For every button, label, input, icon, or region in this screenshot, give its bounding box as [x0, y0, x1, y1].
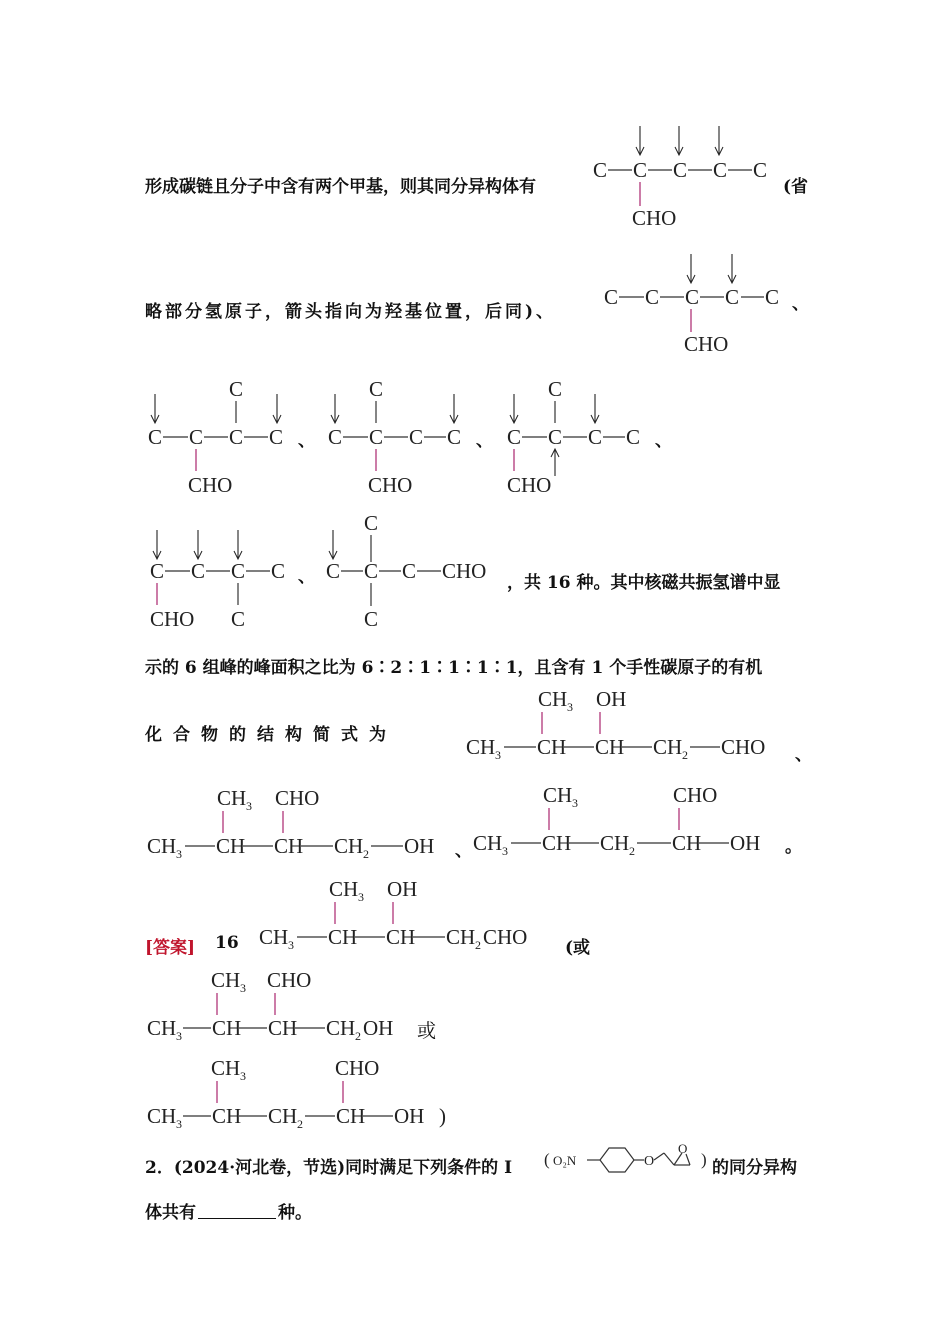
svg-text:CHO: CHO [275, 786, 320, 810]
svg-text:3: 3 [358, 890, 364, 904]
isomer-2-structure [604, 250, 794, 360]
paragraph-6-end: 。 [785, 837, 802, 857]
svg-text:3: 3 [176, 1029, 182, 1043]
isomer-3-structure [146, 378, 296, 498]
svg-text:2: 2 [629, 844, 635, 858]
svg-text:CHO: CHO [188, 473, 233, 497]
svg-text:OH: OH [363, 1016, 394, 1040]
svg-text:3: 3 [495, 748, 501, 762]
svg-text:CH: CH [147, 834, 177, 858]
svg-text:CH: CH [446, 925, 476, 949]
svg-text:OH: OH [394, 1104, 425, 1128]
paragraph-2-text: 略部分氢原子，箭头指向为羟基位置，后同)、 [145, 302, 557, 322]
svg-text:C: C [765, 285, 780, 309]
answer-structure-3 [473, 780, 783, 860]
svg-text:CHO: CHO [267, 968, 312, 992]
svg-text:C: C [604, 285, 619, 309]
svg-text:CH: CH [147, 1104, 177, 1128]
svg-text:O: O [678, 1141, 688, 1156]
answer-open: (或 [565, 938, 591, 958]
separator-3: 、 [655, 431, 672, 451]
svg-text:2: 2 [682, 748, 688, 762]
isomer-7-structure [325, 510, 525, 635]
svg-text:OH: OH [730, 831, 761, 855]
svg-text:O₂N: O₂N [553, 1153, 577, 1168]
question-2-line-1 [145, 1153, 512, 1178]
svg-text:OH: OH [596, 687, 627, 711]
svg-text:CH: CH [336, 1104, 366, 1128]
svg-text:CH: CH [543, 783, 573, 807]
svg-text:2: 2 [363, 847, 369, 861]
question-source: (2024·河北卷，节选) [173, 1158, 346, 1178]
svg-text:CH: CH [268, 1016, 298, 1040]
separator-4: 、 [298, 567, 315, 587]
hydroxyl-arrows [329, 530, 337, 559]
svg-text:C: C [191, 559, 206, 583]
paragraph-2-tail: 、 [792, 294, 809, 314]
atom-c: C [633, 158, 648, 182]
svg-text:CH: CH [328, 925, 358, 949]
svg-text:CH: CH [537, 735, 567, 759]
svg-text:C: C [229, 425, 244, 449]
svg-text:CH: CH [386, 925, 416, 949]
svg-text:OH: OH [404, 834, 435, 858]
hydroxyl-arrows [687, 254, 736, 283]
svg-text:CHO: CHO [150, 607, 195, 631]
svg-text:(: ( [544, 1150, 550, 1169]
svg-text:C: C [269, 425, 284, 449]
atom-c: C [673, 158, 688, 182]
svg-text:C: C [326, 559, 341, 583]
svg-text:CHO: CHO [684, 332, 729, 356]
answer-structure-alt-2 [147, 1053, 457, 1133]
svg-text:C: C [725, 285, 740, 309]
svg-text:C: C [148, 425, 163, 449]
svg-text:3: 3 [246, 799, 252, 813]
svg-text:C: C [447, 425, 462, 449]
svg-text:3: 3 [176, 847, 182, 861]
hydroxyl-arrows [331, 394, 458, 423]
svg-text:): ) [701, 1150, 707, 1169]
svg-text:C: C [271, 559, 286, 583]
paragraph-3-text: ，共 16 种。其中核磁共振氢谱中显 [507, 573, 781, 593]
svg-text:CH: CH [147, 1016, 177, 1040]
svg-text:CH: CH [466, 735, 496, 759]
svg-text:C: C [328, 425, 343, 449]
svg-text:CH: CH [212, 1016, 242, 1040]
svg-text:CH: CH [473, 831, 503, 855]
svg-text:C: C [231, 559, 246, 583]
compound-i-structure [544, 1140, 710, 1180]
svg-text:C: C [369, 377, 384, 401]
svg-text:CH: CH [595, 735, 625, 759]
svg-text:C: C [364, 511, 379, 535]
svg-text:CH: CH [538, 687, 568, 711]
svg-text:2: 2 [297, 1117, 303, 1131]
question-text-2b: 种。 [278, 1203, 312, 1223]
svg-text:O: O [644, 1154, 655, 1169]
svg-text:3: 3 [176, 1117, 182, 1131]
svg-text:3: 3 [288, 938, 294, 952]
paragraph-6-sep: 、 [455, 841, 472, 861]
hydroxyl-arrows [636, 126, 723, 155]
answer-or: 或 [417, 1020, 437, 1042]
svg-text:3: 3 [240, 981, 246, 995]
svg-text:CH: CH [211, 1056, 241, 1080]
paragraph-4-text: 示的 6 组峰的峰面积之比为 6∶2∶1∶1∶1∶1，且含有 1 个手性碳原子的有机 [145, 658, 763, 678]
svg-text:CH: CH [653, 735, 683, 759]
svg-text:C: C [150, 559, 165, 583]
svg-text:CH: CH [672, 831, 702, 855]
svg-text:CHO: CHO [368, 473, 413, 497]
svg-text:C: C [588, 425, 603, 449]
svg-text:3: 3 [502, 844, 508, 858]
svg-text:CH: CH [334, 834, 364, 858]
svg-text:C: C [229, 377, 244, 401]
isomer-1-structure [590, 120, 780, 230]
paragraph-1-tail: (省 [783, 177, 809, 197]
answer-label: [答案] [145, 938, 196, 958]
svg-text:C: C [507, 425, 522, 449]
svg-text:C: C [364, 607, 379, 631]
separator-1: 、 [298, 431, 315, 451]
separator-2: 、 [476, 431, 493, 451]
svg-text:CHO: CHO [442, 559, 487, 583]
svg-text:3: 3 [572, 796, 578, 810]
svg-text:CH: CH [217, 786, 247, 810]
svg-text:C: C [685, 285, 700, 309]
answer-blank[interactable] [198, 1217, 276, 1219]
svg-text:CH: CH [329, 877, 359, 901]
svg-text:CHO: CHO [673, 783, 718, 807]
svg-text:C: C [369, 425, 384, 449]
isomer-6-structure [149, 520, 299, 635]
answer-structure-alt-1 [147, 965, 417, 1045]
question-number: 2． [145, 1158, 174, 1178]
svg-text:C: C [645, 285, 660, 309]
svg-text:CHO: CHO [507, 473, 552, 497]
svg-text:CHO: CHO [721, 735, 766, 759]
svg-text:3: 3 [567, 700, 573, 714]
svg-text:C: C [626, 425, 641, 449]
svg-text:CH: CH [542, 831, 572, 855]
paragraph-1-text: 形成碳链且分子中含有两个甲基，则其同分异构体有 [145, 177, 536, 197]
hydroxyl-arrows [153, 530, 242, 559]
svg-text:CH: CH [211, 968, 241, 992]
svg-text:CH: CH [212, 1104, 242, 1128]
svg-text:CH: CH [216, 834, 246, 858]
answer-structure-2 [147, 783, 452, 863]
svg-text:C: C [409, 425, 424, 449]
svg-text:CHO: CHO [335, 1056, 380, 1080]
group-cho: CHO [632, 206, 677, 230]
atom-c: C [753, 158, 768, 182]
svg-text:C: C [402, 559, 417, 583]
question-text: 同时满足下列条件的 I [345, 1158, 513, 1178]
atom-c: C [593, 158, 608, 182]
question-2-line-1-tail: 的同分异构 [712, 1158, 797, 1178]
svg-text:): ) [439, 1104, 446, 1128]
question-2-line-2 [145, 1198, 312, 1223]
paragraph-5-text: 化合物的结构简式为 [145, 725, 397, 745]
svg-text:C: C [548, 377, 563, 401]
svg-text:CH: CH [600, 831, 630, 855]
answer-structure-main [259, 874, 559, 954]
svg-text:C: C [548, 425, 563, 449]
svg-text:CHO: CHO [483, 925, 528, 949]
svg-text:OH: OH [387, 877, 418, 901]
atom-c: C [713, 158, 728, 182]
svg-text:2: 2 [475, 938, 481, 952]
question-text-2a: 体共有 [145, 1203, 196, 1223]
svg-text:CH: CH [259, 925, 289, 949]
isomer-4-structure [326, 378, 476, 498]
svg-text:CH: CH [326, 1016, 356, 1040]
paragraph-5-sep: 、 [795, 745, 812, 765]
svg-text:2: 2 [355, 1029, 361, 1043]
svg-text:C: C [231, 607, 246, 631]
svg-text:3: 3 [240, 1069, 246, 1083]
isomer-5-structure [505, 378, 655, 498]
svg-text:C: C [189, 425, 204, 449]
hydroxyl-arrows [151, 394, 281, 423]
svg-text:CH: CH [268, 1104, 298, 1128]
svg-text:CH: CH [274, 834, 304, 858]
answer-count: 16 [215, 933, 239, 953]
svg-text:C: C [364, 559, 379, 583]
answer-structure-1 [466, 684, 796, 764]
